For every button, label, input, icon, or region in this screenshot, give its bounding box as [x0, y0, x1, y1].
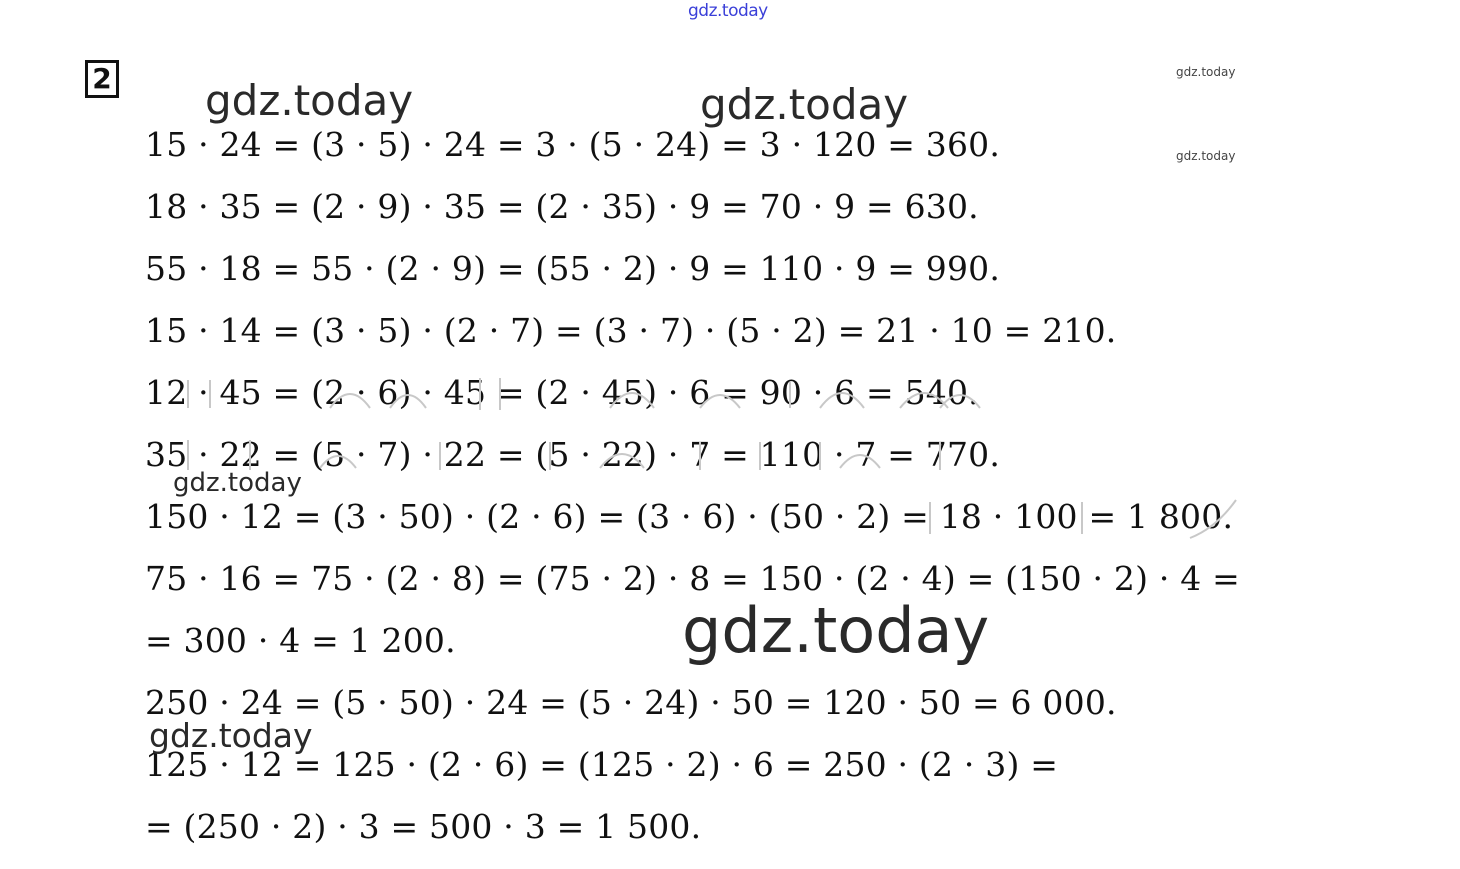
watermark-text: gdz.today: [205, 76, 414, 125]
equation-line: 75 · 16 = 75 · (2 · 8) = (75 · 2) · 8 = 150 · (2 · 4) = (150 · 2) · 4 =: [145, 559, 1240, 598]
equation-line: 35 · 22 = (5 · 7) · 22 = (5 · 22) · 7 = 110 · 7 = 770.: [145, 435, 1001, 474]
equation-line: = 300 · 4 = 1 200.: [145, 621, 456, 660]
equation-line: 15 · 24 = (3 · 5) · 24 = 3 · (5 · 24) = 3 · 120 = 360.: [145, 125, 1001, 164]
equation-line: = (250 · 2) · 3 = 500 · 3 = 1 500.: [145, 807, 702, 846]
watermark-text: gdz.today: [700, 80, 909, 129]
watermark-small-text: gdz.today: [1176, 149, 1236, 163]
equation-line: 125 · 12 = 125 · (2 · 6) = (125 · 2) · 6 = 250 · (2 · 3) =: [145, 745, 1059, 784]
equation-line: 150 · 12 = (3 · 50) · (2 · 6) = (3 · 6) · (50 · 2) = 18 · 100 = 1 800.: [145, 497, 1234, 536]
equation-line: 12 · 45 = (2 · 6) · 45 = (2 · 45) · 6 = 90 · 6 = 540.: [145, 373, 979, 412]
equation-line: 15 · 14 = (3 · 5) · (2 · 7) = (3 · 7) · (5 · 2) = 21 · 10 = 210.: [145, 311, 1117, 350]
watermark-text: gdz.today: [149, 716, 313, 755]
site-mark: gdz.today: [688, 1, 768, 21]
watermark-text: gdz.today: [682, 594, 990, 667]
equation-line: 55 · 18 = 55 · (2 · 9) = (55 · 2) · 9 = 110 · 9 = 990.: [145, 249, 1001, 288]
task-number-box: 2: [85, 60, 119, 98]
equation-line: 250 · 24 = (5 · 50) · 24 = (5 · 24) · 50 = 120 · 50 = 6 000.: [145, 683, 1117, 722]
watermark-text: gdz.today: [173, 468, 302, 498]
equation-line: 18 · 35 = (2 · 9) · 35 = (2 · 35) · 9 = 70 · 9 = 630.: [145, 187, 979, 226]
watermark-small-text: gdz.today: [1176, 65, 1236, 79]
